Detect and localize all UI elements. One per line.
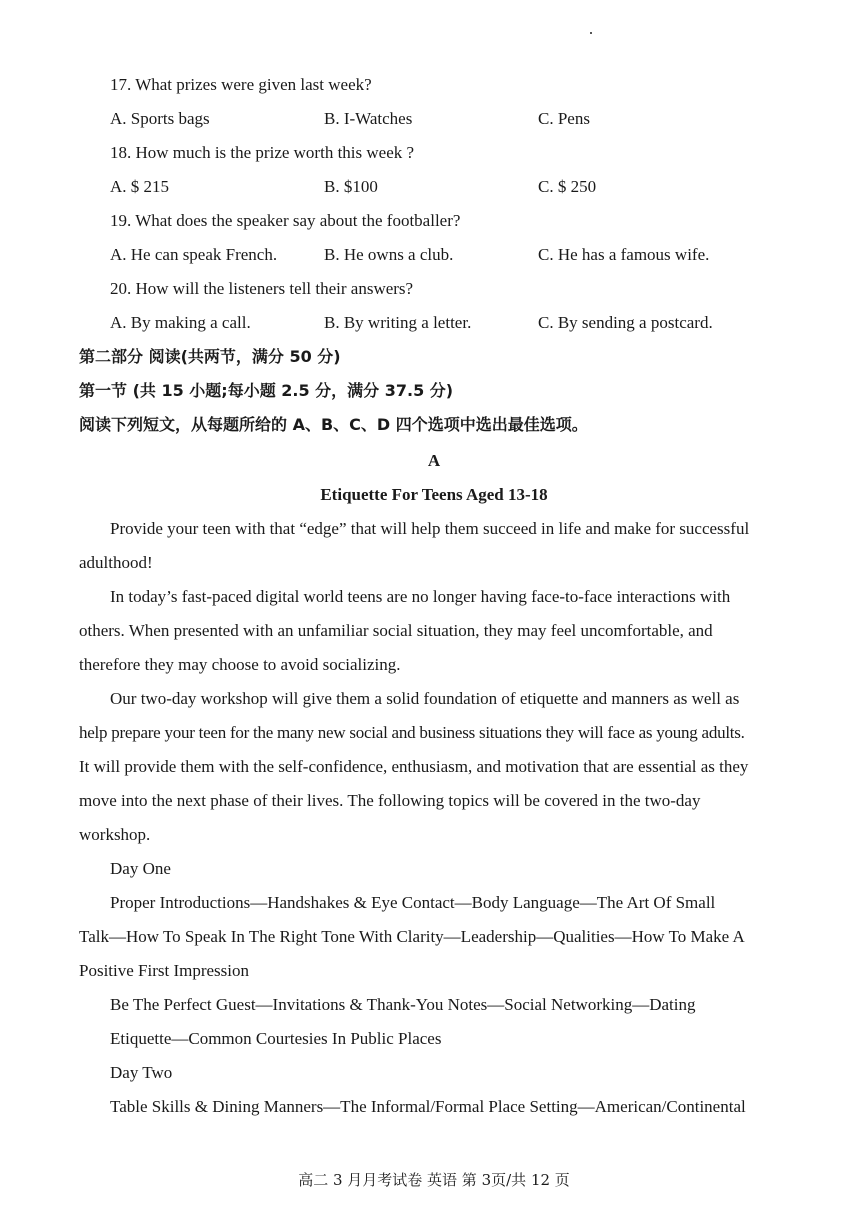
sub-heading: 第一节 (共 15 小题;每小题 2.5 分，满分 37.5 分) bbox=[79, 381, 454, 400]
question-20-option-c: C. By sending a postcard. bbox=[538, 313, 713, 332]
passage-line: It will provide them with the self-confidence, enthusiasm, and motivation that are essential as they bbox=[79, 757, 749, 776]
question-18-option-b: B. $100 bbox=[324, 177, 378, 196]
part-heading: 第二部分 阅读(共两节，满分 50 分) bbox=[79, 347, 341, 366]
page-footer: 高二 3 月月考试卷 英语 第 3页/共 12 页 bbox=[298, 1171, 570, 1189]
passage-line: others. When presented with an unfamiliar social situation, they may feel uncomfortable, and bbox=[79, 621, 713, 640]
passage-line: adulthood! bbox=[79, 553, 153, 572]
question-19-stem: 19. What does the speaker say about the footballer? bbox=[110, 211, 461, 230]
question-19-option-c: C. He has a famous wife. bbox=[538, 245, 710, 264]
passage-line: Talk—How To Speak In The Right Tone With Clarity—Leadership—Qualities—How To Make A bbox=[79, 927, 745, 946]
passage-line: Proper Introductions—Handshakes & Eye Contact—Body Language—The Art Of Small bbox=[110, 893, 716, 912]
passage-line: move into the next phase of their lives. The following topics will be covered in the two-day bbox=[79, 791, 701, 810]
passage-line: Be The Perfect Guest—Invitations & Thank-You Notes—Social Networking—Dating bbox=[110, 995, 696, 1014]
passage-line: Table Skills & Dining Manners—The Informal/Formal Place Setting—American/Continental bbox=[110, 1097, 746, 1116]
question-19-option-b: B. He owns a club. bbox=[324, 245, 454, 264]
instructions: 阅读下列短文，从每题所给的 A、B、C、D 四个选项中选出最佳选项。 bbox=[79, 415, 588, 434]
question-17-option-b: B. I-Watches bbox=[324, 109, 413, 128]
passage-line: therefore they may choose to avoid socializing. bbox=[79, 655, 401, 674]
scan-mark bbox=[590, 32, 592, 34]
passage-line: Our two-day workshop will give them a solid foundation of etiquette and manners as well as bbox=[110, 689, 740, 708]
day-one-heading: Day One bbox=[110, 859, 171, 878]
question-17-option-c: C. Pens bbox=[538, 109, 590, 128]
passage-letter: A bbox=[427, 451, 441, 470]
passage-line: help prepare your teen for the many new social and business situations they will face as young adults. bbox=[79, 723, 745, 742]
passage-line: Positive First Impression bbox=[79, 961, 250, 980]
passage-line: workshop. bbox=[79, 825, 151, 844]
question-18-stem: 18. How much is the prize worth this week ? bbox=[110, 143, 415, 162]
passage-line: Etiquette—Common Courtesies In Public Places bbox=[110, 1029, 442, 1048]
question-18-option-c: C. $ 250 bbox=[538, 177, 597, 196]
passage-line: In today’s fast-paced digital world teens are no longer having face-to-face interactions with bbox=[110, 587, 731, 606]
passage-line: Provide your teen with that “edge” that will help them succeed in life and make for successful bbox=[110, 519, 750, 538]
question-20-stem: 20. How will the listeners tell their answers? bbox=[110, 279, 414, 298]
question-18-option-a: A. $ 215 bbox=[110, 177, 170, 196]
question-19-option-a: A. He can speak French. bbox=[110, 245, 278, 264]
question-20-option-a: A. By making a call. bbox=[110, 313, 251, 332]
day-two-heading: Day Two bbox=[110, 1063, 173, 1082]
passage-title: Etiquette For Teens Aged 13-18 bbox=[320, 485, 548, 504]
question-17-option-a: A. Sports bags bbox=[110, 109, 210, 128]
question-20-option-b: B. By writing a letter. bbox=[324, 313, 472, 332]
question-17-stem: 17. What prizes were given last week? bbox=[110, 75, 372, 94]
